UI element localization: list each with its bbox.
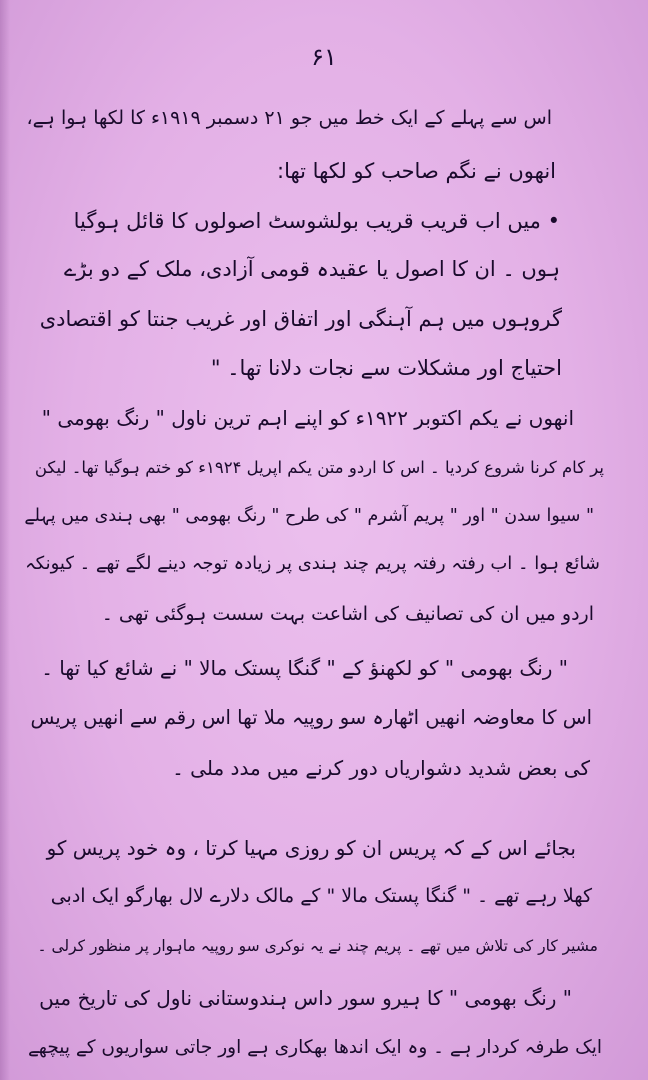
- text-line: • میں اب قریب قریب بولشوسٹ اصولوں کا قائل ہوگیا: [73, 209, 560, 233]
- text-line: " رنگ بھومی " کو لکھنؤ کے " گنگا پستک مالا " نے شائع کیا تھا ۔: [41, 656, 568, 680]
- text-line: گروہوں میں ہم آہنگی اور اتفاق اور غریب جنتا کو اقتصادی: [39, 307, 562, 331]
- text-line: اس کا معاوضہ انھیں اٹھارہ سو روپیہ ملا تھا اس رقم سے انھیں پریس: [30, 706, 592, 729]
- text-line: اس سے پہلے کے ایک خط میں جو ۲۱ دسمبر ۱۹۱۹ء کا لکھا ہوا ہے،: [26, 107, 552, 129]
- text-line: بجائے اس کے کہ پریس ان کو روزی مہیا کرتا ، وہ خود پریس کو: [46, 836, 576, 860]
- text-line: پر کام کرنا شروع کردیا ۔ اس کا اردو متن یکم اپریل ۱۹۲۴ء کو ختم ہوگیا تھا۔ لیکن: [34, 458, 604, 477]
- text-line: ہوں ۔ ان کا اصول یا عقیدہ قومی آزادی، ملک کے دو بڑے: [63, 257, 560, 281]
- text-line: اردو میں ان کی تصانیف کی اشاعت بہت سست ہوگئی تھی ۔: [101, 603, 594, 625]
- text-line: شائع ہوا ۔ اب رفتہ رفتہ پریم چند ہندی پر زیادہ توجہ دینے لگے تھے ۔ کیونکہ: [25, 553, 600, 574]
- text-line: انھوں نے نگم صاحب کو لکھا تھا:: [277, 159, 556, 183]
- text-line: مشیر کار کی تلاش میں تھے ۔ پریم چند نے یہ نوکری سو روپیہ ماہوار پر منظور کرلی ۔: [37, 937, 598, 955]
- page-number: ۶۱: [311, 43, 337, 71]
- text-line: کی بعض شدید دشواریاں دور کرنے میں مدد ملی ۔: [172, 756, 590, 780]
- text-line: کھلا رہے تھے ۔ " گنگا پستک مالا " کے مالک دلارے لال بھارگو ایک ادبی: [50, 885, 592, 907]
- text-line: " رنگ بھومی " کا ہیرو سور داس ہندوستانی ناول کی تاریخ میں: [39, 986, 572, 1010]
- text-line: انھوں نے یکم اکتوبر ۱۹۲۲ء کو اپنے اہم ترین ناول " رنگ بھومی ": [41, 406, 574, 430]
- page-edge-shadow: [0, 0, 10, 1080]
- text-line: ایک طرفہ کردار ہے ۔ وہ ایک اندھا بھکاری ہے اور جاتی سواریوں کے پیچھے: [27, 1037, 602, 1058]
- text-line: احتیاج اور مشکلات سے نجات دلانا تھا۔ ": [210, 356, 562, 380]
- text-line: " سیوا سدن " اور " پریم آشرم " کی طرح " رنگ بھومی " بھی ہندی میں پہلے: [24, 506, 594, 526]
